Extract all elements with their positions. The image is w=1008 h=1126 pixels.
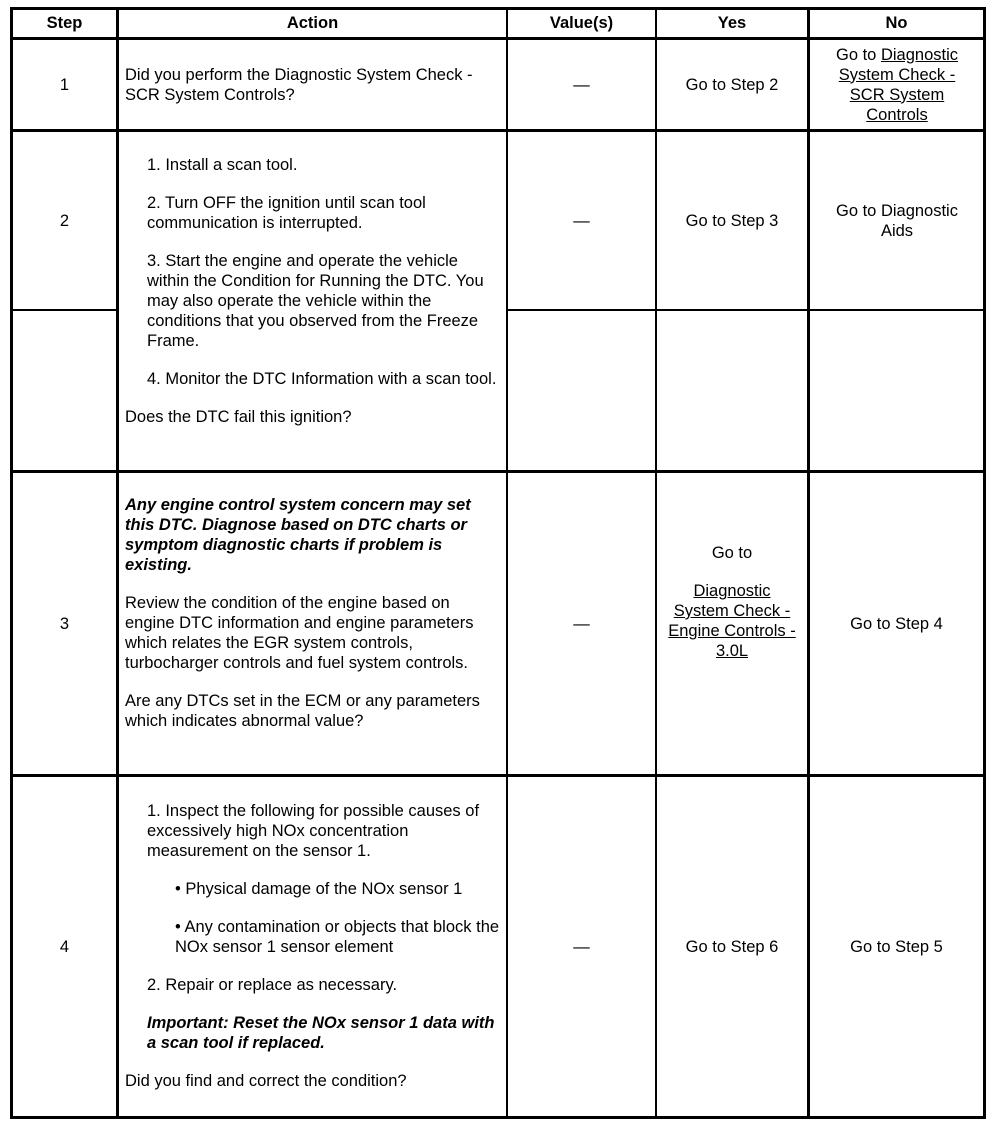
row4-item-1: 1. Inspect the following for possible causes of excessively high NOx concentration measurement on the sensor 1. xyxy=(147,802,480,860)
header-no: No xyxy=(885,14,908,32)
row4-bullet-2: • Any contamination or objects that block the NOx sensor 1 sensor element xyxy=(175,918,500,956)
row4-bullet-1: • Physical damage of the NOx sensor 1 xyxy=(175,880,463,898)
diagnostic-table xyxy=(10,7,986,1119)
row3-text: Review the condition of the engine based on engine DTC information and engine parameters which relates the EGR system controls, turbocharger controls and fuel system controls. xyxy=(125,594,474,672)
row4-step: 4 xyxy=(59,937,70,956)
table-border-right xyxy=(983,7,986,1119)
row3-values: — xyxy=(573,614,590,633)
row2-item-2: 2. Turn OFF the ignition until scan tool communication is interrupted. xyxy=(147,194,426,232)
row2-values: — xyxy=(573,211,590,230)
row-divider-2a-right xyxy=(506,309,986,311)
link-diagnostic-system-check-scr[interactable]: Diagnostic System Check - SCR System Controls xyxy=(838,45,958,124)
row1-no xyxy=(822,40,972,129)
row3-step: 3 xyxy=(59,614,70,633)
row2-yes: Go to Step 3 xyxy=(685,211,779,230)
row4-values: — xyxy=(573,937,590,956)
row3-yes-prefix: Go to xyxy=(711,544,753,562)
row3-action xyxy=(119,495,506,731)
header-yes: Yes xyxy=(717,14,747,32)
row2-item-1: 1. Install a scan tool. xyxy=(147,156,298,174)
row1-values: — xyxy=(573,75,590,94)
header-values: Value(s) xyxy=(549,14,614,32)
row1-no-prefix: Go to xyxy=(836,45,881,64)
row3-yes xyxy=(657,543,807,661)
row4-question: Did you find and correct the condition? xyxy=(125,1072,407,1090)
row4-no: Go to Step 5 xyxy=(850,937,943,956)
row1-action xyxy=(119,65,506,105)
row2-action xyxy=(119,155,506,427)
row1-action-text: Did you perform the Diagnostic System Check - SCR System Controls? xyxy=(125,66,473,104)
row1-step: 1 xyxy=(59,75,70,94)
table-border-bottom xyxy=(10,1116,986,1119)
row1-yes: Go to Step 2 xyxy=(685,75,779,94)
header-step: Step xyxy=(46,14,83,32)
row4-important-note: Important: Reset the NOx sensor 1 data with a scan tool if replaced. xyxy=(147,1014,495,1052)
row2-item-3: 3. Start the engine and operate the vehicle within the Condition for Running the DTC. You may also operate the vehicle within the conditions that you observed from the Freeze Frame. xyxy=(147,252,484,350)
row2-no: Go to Diagnostic Aids xyxy=(836,201,958,240)
row4-item-2: 2. Repair or replace as necessary. xyxy=(147,976,398,994)
row3-note: Any engine control system concern may set this DTC. Diagnose based on DTC charts or symptom diagnostic charts if problem is existing. xyxy=(125,496,471,574)
row2-question: Does the DTC fail this ignition? xyxy=(125,408,352,426)
row2-step: 2 xyxy=(59,211,70,230)
header-action: Action xyxy=(286,14,339,32)
row3-no: Go to Step 4 xyxy=(850,614,943,633)
link-diagnostic-system-check-engine[interactable]: Diagnostic System Check - Engine Controls - 3.0L xyxy=(668,582,796,660)
row3-question: Are any DTCs set in the ECM or any parameters which indicates abnormal value? xyxy=(125,692,480,730)
row-divider-2a-step xyxy=(10,309,118,311)
row4-action xyxy=(119,801,506,1091)
row4-yes: Go to Step 6 xyxy=(685,937,779,956)
row2-item-4: 4. Monitor the DTC Information with a scan tool. xyxy=(147,370,497,388)
